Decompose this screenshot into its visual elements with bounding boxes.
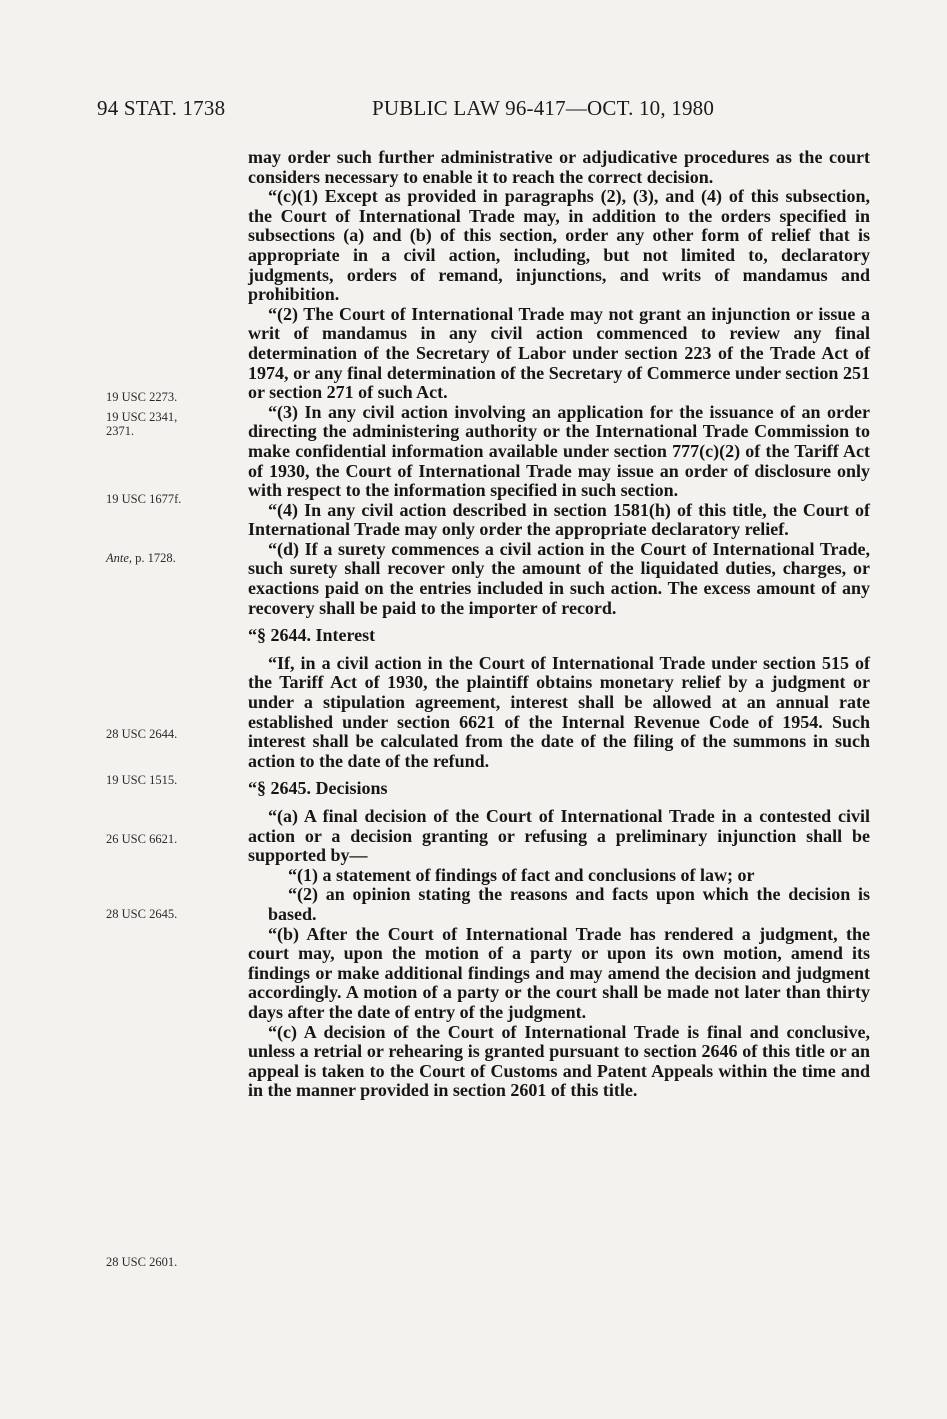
paragraph-c1: “(c)(1) Except as provided in paragraphs (2), (3), and (4) of this subsection, the Court of International Trade may, in addition to the orders specified in subsections (a) and (b) of this section, order any other form of relief that is appropriate in a civil action, including, but not limited to, declaratory judgments, orders of remand, injunctions, and writs of mandamus and prohibition. (248, 186, 870, 305)
margin-note-28-usc-2601: 28 USC 2601. (106, 1255, 178, 1269)
section-heading-2644: “§ 2644. Interest (248, 625, 376, 646)
paragraph-2645-a2: “(2) an opinion stating the reasons and facts upon which the decision is based. (268, 884, 870, 924)
page-header (97, 96, 757, 126)
paragraph-2645-b: “(b) After the Court of International Trade has rendered a judgment, the court may, upon the motion of a party or upon its own motion, amend its findings or make additional findings and may amend the decision and judgment accordingly. A motion of a party or the court shall be made not later than thirty days after the date of entry of the judgment. (248, 923, 870, 1022)
statute-page-number: 94 STAT. 1738 (97, 96, 226, 120)
margin-note-19-usc-1677f: 19 USC 1677f. (106, 492, 182, 506)
paragraph-d: “(d) If a surety commences a civil action in the Court of International Trade, such surety shall recover only the amount of the liquidated duties, charges, or exactions paid on the entries included in such action. The excess amount of any recovery shall be paid to the importer of record. (248, 538, 870, 618)
margin-note-26-usc-6621: 26 USC 6621. (106, 832, 178, 846)
public-law-title: PUBLIC LAW 96-417—OCT. 10, 1980 (372, 96, 715, 120)
margin-note-28-usc-2644: 28 USC 2644. (106, 727, 178, 741)
ante-page: p. 1728. (132, 551, 176, 565)
paragraph-2645-a1: “(1) a statement of findings of fact and conclusions of law; or (288, 864, 755, 885)
paragraph-c3: “(3) In any civil action involving an application for the issuance of an order directing the administering authority or the International Trade Commission to make confidential information available under section 777(c)(2) of the Tariff Act of 1930, the Court of International Trade may issue an order of disclosure only with respect to the information specified in such section. (248, 401, 870, 501)
section-heading-2645: “§ 2645. Decisions (248, 778, 388, 799)
margin-note-19-usc-2341: 19 USC 2341, (106, 410, 178, 424)
margin-note-ante (106, 552, 246, 564)
statute-body (248, 148, 870, 1101)
paragraph-c2: “(2) The Court of International Trade may not grant an injunction or issue a writ of mandamus in any civil action commenced to review any final determination of the Secretary of Labor under section 223 of the Trade Act of 1974, or any final determination of the Secretary of Commerce under section 251 or section 271 of such Act. (248, 303, 870, 403)
paragraph-interest: “If, in a civil action in the Court of International Trade under section 515 of the Tariff Act of 1930, the plaintiff obtains monetary relief by a judgment or under a stipulation agreement, interest shall be allowed at an annual rate established under section 6621 of the Internal Revenue Code of 1954. Such interest shall be calculated from the date of the filing of the summons in such action to the date of the refund. (248, 652, 870, 771)
margin-note-2371: 2371. (106, 424, 135, 438)
margin-note-19-usc-2273: 19 USC 2273. (106, 390, 178, 404)
margin-note-28-usc-2645: 28 USC 2645. (106, 907, 178, 921)
paragraph-2645-a: “(a) A final decision of the Court of International Trade in a contested civil action or a decision granting or refusing a preliminary injunction shall be supported by— (248, 806, 870, 866)
paragraph-continuation: may order such further administrative or adjudicative procedures as the court considers necessary to enable it to reach the correct decision. (248, 147, 870, 187)
ante-italic: Ante, (106, 551, 133, 565)
paragraph-c4: “(4) In any civil action described in section 1581(h) of this title, the Court of International Trade may only order the appropriate declaratory relief. (248, 499, 870, 540)
margin-note-19-usc-1515: 19 USC 1515. (106, 773, 178, 787)
paragraph-2645-c: “(c) A decision of the Court of International Trade is final and conclusive, unless a retrial or rehearing is granted pursuant to section 2646 of this title or an appeal is taken to the Court of Customs and Patent Appeals within the time and in the manner provided in section 2601 of this title. (248, 1021, 870, 1101)
